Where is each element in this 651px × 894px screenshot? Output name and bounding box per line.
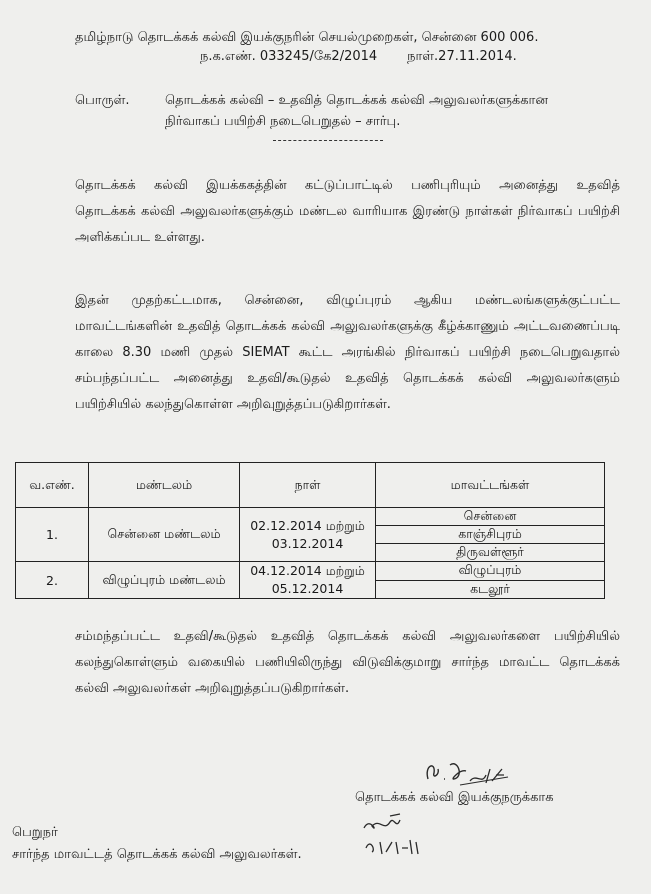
- district-cell: சென்னை: [376, 508, 605, 526]
- reference-number: ந.க.எண். 033245/கே2/2014: [200, 49, 378, 64]
- row-zone: சென்னை மண்டலம்: [89, 508, 240, 562]
- handwritten-initials-signature: [420, 755, 510, 790]
- reference-line: [200, 49, 517, 65]
- row-zone: விழுப்புரம் மண்டலம்: [89, 562, 240, 599]
- header-sno: வ.எண்.: [16, 463, 89, 508]
- paragraph-1: [75, 173, 620, 251]
- district-cell: விழுப்புரம்: [376, 562, 605, 581]
- schedule-table: [15, 462, 605, 599]
- paragraph-line: சம்பந்தப்பட்ட அனைத்து உதவி/கூடுதல் உதவித் தொடக்கக் கல்வி அலுவலர்களும்: [75, 371, 620, 386]
- row-date-2: 03.12.2014: [271, 535, 344, 551]
- office-header: தமிழ்நாடு தொடக்கக் கல்வி இயக்குநரின் செயல்முறைகள், சென்னை 600 006.: [75, 30, 539, 45]
- subject-label: பொருள்.: [75, 93, 130, 108]
- paragraph-line: தொடக்கக் கல்வி இயக்ககத்தின் கட்டுப்பாட்டில் பணிபுரியும் அனைத்து உதவித்: [75, 178, 620, 193]
- row-date-2: 05.12.2014: [271, 581, 344, 596]
- table-header-row: [16, 463, 605, 508]
- paragraph-line: சம்மந்தப்பட்ட உதவி/கூடுதல் உதவித் தொடக்கக் கல்வி அலுவலர்களை பயிற்சியில்: [75, 629, 620, 644]
- header-districts: மாவட்டங்கள்: [376, 463, 605, 508]
- signatory-title: தொடக்கக் கல்வி இயக்குநருக்காக: [355, 790, 554, 805]
- table-row: [16, 562, 605, 581]
- paragraph-line: கலந்துகொள்ளும் வகையில் பணியிலிருந்து விடுவிக்குமாறு சார்ந்த மாவட்ட தொடக்கக்: [75, 655, 620, 670]
- row-date-1: 02.12.2014 மற்றும்: [250, 517, 365, 533]
- letter-date: நாள்.27.11.2014.: [407, 49, 517, 64]
- district-cell: கடலூர்: [376, 580, 605, 599]
- table-row: [16, 508, 605, 526]
- district-cell: திருவள்ளூர்: [376, 544, 605, 562]
- paragraph-line: காலை 8.30 மணி முதல் SIEMAT கூட்ட அரங்கில் நிர்வாகப் பயிற்சி நடைபெறுவதால்: [75, 345, 620, 360]
- paragraph-line: தொடக்கக் கல்வி அலுவலர்களுக்கும் மண்டல வாரியாக இரண்டு நாள்கள் நிர்வாகப் பயிற்சி: [75, 204, 620, 219]
- recipient-label: பெறுநர்: [12, 825, 58, 840]
- row-dates: [240, 508, 376, 562]
- paragraph-line: அளிக்கப்பட உள்ளது.: [75, 230, 205, 245]
- district-cell: காஞ்சிபுரம்: [376, 526, 605, 544]
- row-sno: 1.: [16, 508, 89, 562]
- header-date: நாள்: [240, 463, 376, 508]
- subject-line-2: நிர்வாகப் பயிற்சி நடைபெறுதல் – சார்பு.: [165, 114, 401, 129]
- row-sno: 2.: [16, 562, 89, 599]
- paragraph-line: இதன் முதற்கட்டமாக, சென்னை, விழுப்புரம் ஆகிய மண்டலங்களுக்குட்பட்ட: [75, 293, 620, 308]
- paragraph-line: கல்வி அலுவலர்கள் அறிவுறுத்தப்படுகிறார்கள்.: [75, 681, 350, 696]
- row-date-1: 04.12.2014 மற்றும்: [250, 563, 365, 578]
- paragraph-3: [75, 624, 620, 702]
- header-zone: மண்டலம்: [89, 463, 240, 508]
- recipient-line: சார்ந்த மாவட்டத் தொடக்கக் கல்வி அலுவலர்கள்.: [12, 847, 302, 862]
- handwritten-date-mark: [360, 808, 440, 858]
- subject-underline: [273, 140, 383, 141]
- paragraph-2: [75, 288, 620, 418]
- subject-line-1: தொடக்கக் கல்வி – உதவித் தொடக்கக் கல்வி அலுவலர்களுக்கான: [165, 93, 548, 108]
- paragraph-line: பயிற்சியில் கலந்துகொள்ள அறிவுறுத்தப்படுகிறார்கள்.: [75, 397, 391, 412]
- paragraph-line: மாவட்டங்களின் உதவித் தொடக்கக் கல்வி அலுவலர்களுக்கு கீழ்க்காணும் அட்டவணைப்படி: [75, 319, 620, 334]
- row-dates: [240, 562, 376, 599]
